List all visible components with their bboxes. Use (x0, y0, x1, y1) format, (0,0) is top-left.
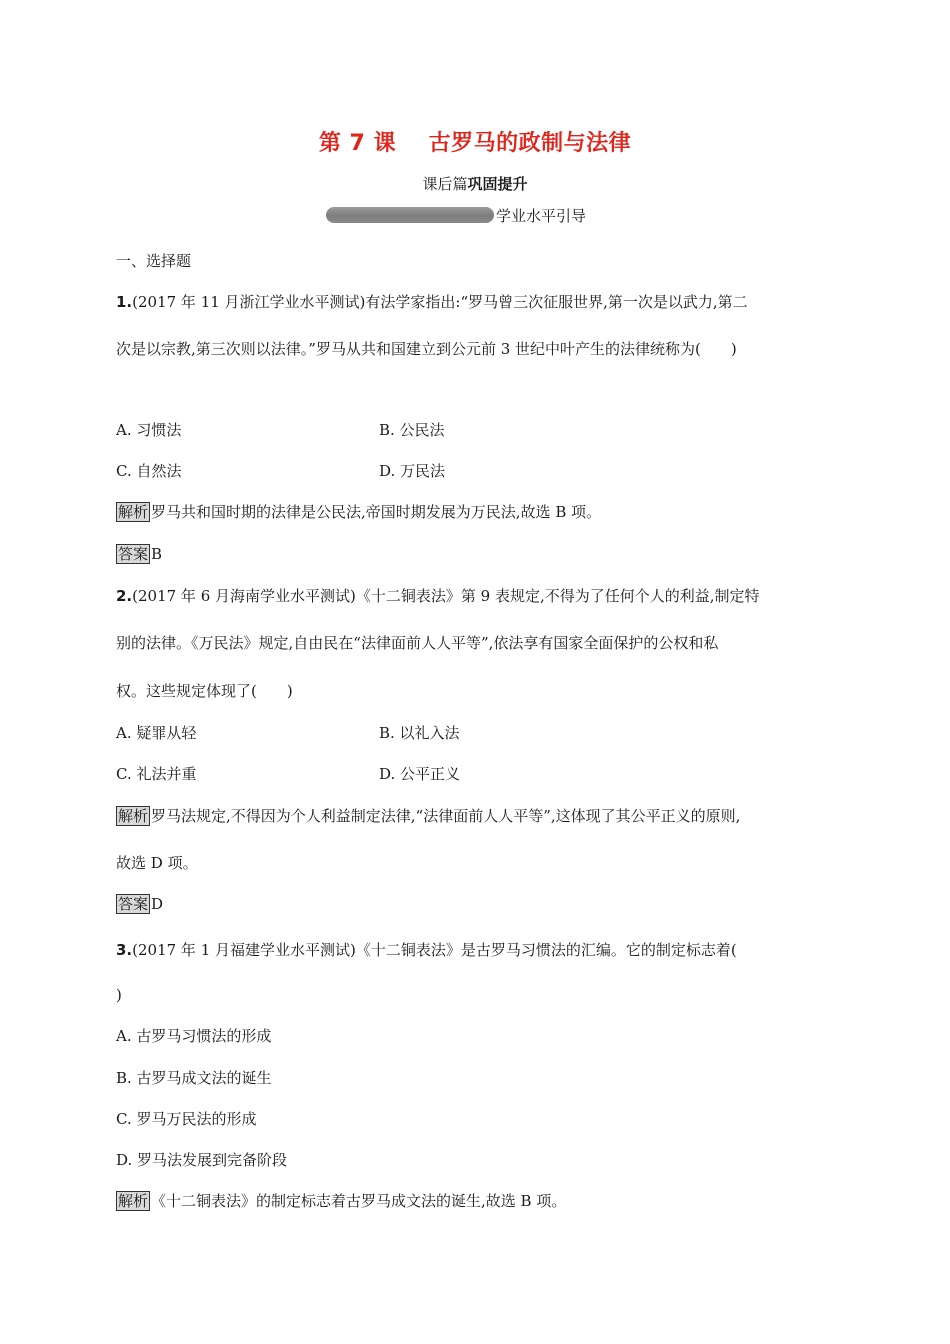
question-1-options-row-1 (116, 420, 445, 440)
question-3-line-1 (116, 940, 737, 960)
analysis-text: 罗马共和国时期的法律是公民法,帝国时期发展为万民法,故选 B 项。 (151, 503, 602, 521)
banner-pill-decoration (326, 207, 494, 223)
answer-tag: 答案 (118, 895, 149, 913)
analysis-tag: 解析 (118, 1192, 149, 1210)
question-2-options-row-1 (116, 723, 460, 743)
question-2-analysis-line-2: 故选 D 项。 (116, 854, 198, 872)
analysis-tag: 解析 (118, 807, 149, 825)
question-1-answer (116, 544, 162, 564)
question-text: (2017 年 6 月海南学业水平测试)《十二铜表法》第 9 表规定,不得为了任何个人的利益,制定特 (132, 587, 760, 605)
question-text: (2017 年 11 月浙江学业水平测试)有法学家指出:“罗马曾三次征服世界,第一次是以武力,第二 (132, 293, 748, 311)
question-1-options-row-2 (116, 461, 446, 481)
question-1-analysis (116, 502, 601, 522)
banner-label: 学业水平引导 (496, 206, 587, 225)
option-a: A. 习惯法 (116, 421, 182, 439)
question-2-answer (116, 894, 163, 914)
option-c: C. 自然法 (116, 462, 182, 480)
question-3-option-a: A. 古罗马习惯法的形成 (116, 1027, 272, 1045)
question-3-line-2: ) (116, 986, 122, 1004)
option-d: D. 万民法 (379, 462, 446, 480)
answer-value: B (151, 545, 163, 563)
subtitle-prefix: 课后篇 (422, 175, 468, 193)
option-a: A. 疑罪从轻 (116, 724, 197, 742)
subtitle-bold: 巩固提升 (467, 175, 528, 193)
question-2-line-3: 权。这些规定体现了( ) (116, 682, 293, 700)
question-number: 2. (116, 587, 133, 605)
question-2-line-1 (116, 586, 760, 606)
question-3-option-b: B. 古罗马成文法的诞生 (116, 1069, 272, 1087)
question-3-option-d: D. 罗马法发展到完备阶段 (116, 1151, 288, 1169)
answer-value: D (151, 895, 164, 913)
page-title: 第 7 课 古罗马的政制与法律 (318, 131, 632, 156)
analysis-text: 罗马法规定,不得因为个人利益制定法律,“法律面前人人平等”,这体现了其公平正义的原则, (151, 807, 741, 825)
option-b: B. 以礼入法 (379, 724, 460, 742)
section-heading: 一、选择题 (116, 252, 192, 270)
analysis-text: 《十二铜表法》的制定标志着古罗马成文法的诞生,故选 B 项。 (151, 1192, 567, 1210)
question-2-line-2: 别的法律。《万民法》规定,自由民在“法律面前人人平等”,依法享有国家全面保护的公权和私 (116, 634, 719, 652)
section-banner (326, 205, 586, 225)
answer-tag: 答案 (118, 545, 149, 563)
question-text: (2017 年 1 月福建学业水平测试)《十二铜表法》是古罗马习惯法的汇编。它的制定标志着( (132, 941, 737, 959)
question-1-line-1 (116, 292, 748, 312)
question-2-analysis (116, 806, 740, 826)
question-3-option-c: C. 罗马万民法的形成 (116, 1110, 257, 1128)
question-2-options-row-2 (116, 764, 461, 784)
option-c: C. 礼法并重 (116, 765, 197, 783)
question-number: 3. (116, 941, 133, 959)
option-b: B. 公民法 (379, 421, 445, 439)
question-1-line-2: 次是以宗教,第三次则以法律。”罗马从共和国建立到公元前 3 世纪中叶产生的法律统称为( ) (116, 340, 737, 358)
question-number: 1. (116, 293, 133, 311)
question-3-analysis (116, 1191, 566, 1211)
option-d: D. 公平正义 (379, 765, 461, 783)
subtitle (0, 173, 950, 194)
analysis-tag: 解析 (118, 503, 149, 521)
